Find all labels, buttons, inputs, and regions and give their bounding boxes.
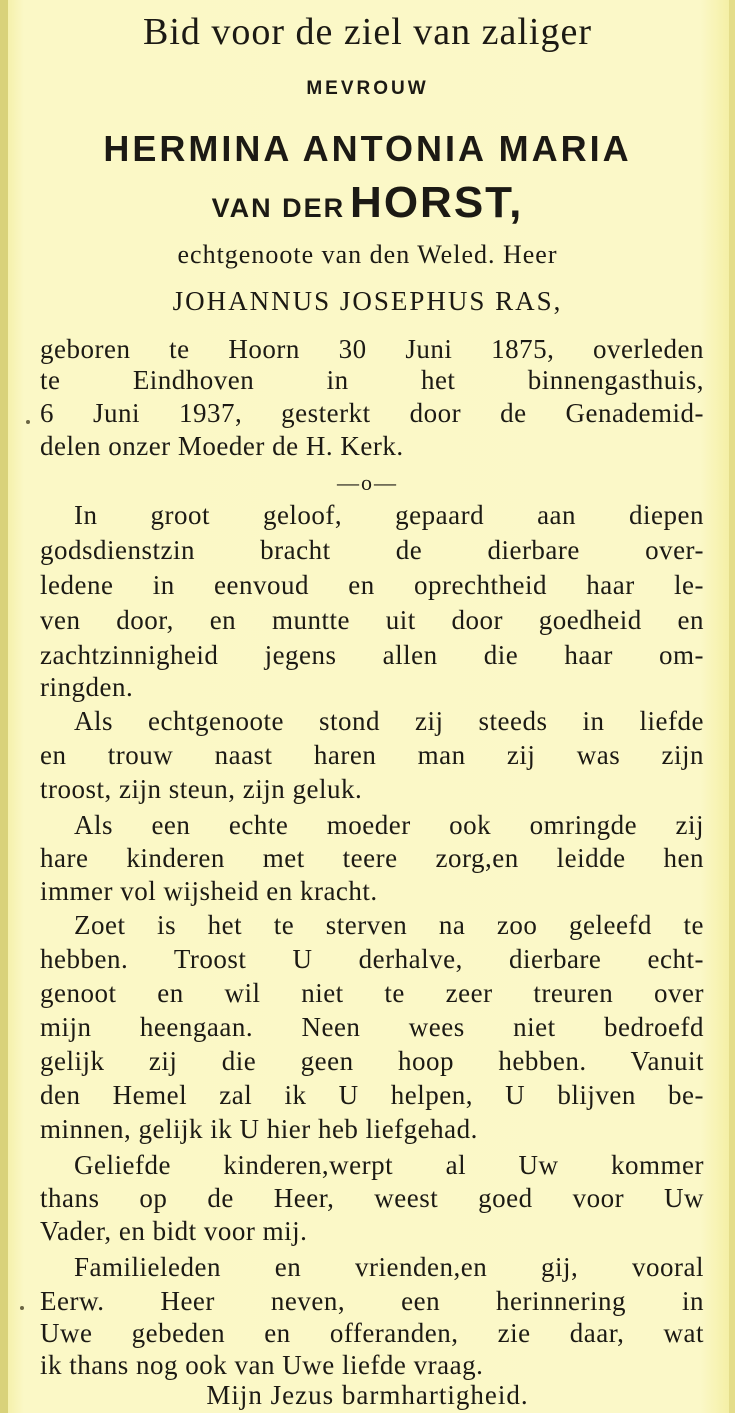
prayer-heading: Bid voor de ziel van zaliger [142,11,592,53]
deceased-name-line-2 [0,178,735,228]
paragraph-line: troost, zijn steun, zijn geluk. [40,774,363,804]
bio-line: delen onzer Moeder de H. Kerk. [40,431,404,461]
bio-line: geboren te Hoorn 30 Juni 1875, overleden [40,334,704,364]
paragraph-line: hebben. Troost U derhalve, dierbare echt- [40,944,704,974]
spouse-name: JOHANNUS JOSEPHUS RAS, [172,286,563,316]
bio-line: te Eindhoven in het binnengasthuis, [40,365,704,395]
paragraph-line: Uwe gebeden en offeranden, zie daar, wat [40,1318,704,1348]
surname-punctuation: , [509,178,524,227]
paragraph-line: minnen, gelijk ik U hier heb liefgehad. [40,1114,478,1144]
paragraph-line: ringden. [40,672,134,702]
paragraph-line: Familieleden en vrienden,en gij, vooral [74,1252,704,1282]
paragraph-line: In groot geloof, gepaard aan diepen [74,500,704,530]
paragraph-line: Als echtgenoote stond zij steeds in liefde [74,706,704,736]
surname: HORST [350,178,510,227]
paragraph-line: Zoet is het te sterven na zoo geleefd te [74,910,704,940]
paragraph-line: den Hemel zal ik U helpen, U blijven be- [40,1080,704,1110]
paragraph-line: Als een echte moeder ook omringde zij [74,810,704,840]
surname-prefix: VAN DER [211,193,346,223]
paragraph-line: Eerw. Heer neven, een herinnering in [40,1286,704,1316]
paragraph-line: Geliefde kinderen,werpt al Uw kommer [74,1150,704,1180]
paragraph-line: en trouw naast haren man zij was zijn [40,740,704,770]
title-prefix: MEVROUW [306,78,429,99]
paragraph-line: ik thans nog ook van Uwe liefde vraag. [40,1350,484,1380]
print-speck [26,420,30,424]
paragraph-line: zachtzinnigheid jegens allen die haar om- [40,640,704,670]
print-speck [20,1306,24,1310]
closing-invocation: Mijn Jezus barmhartigheid. [206,1380,529,1410]
paragraph-line: mijn heengaan. Neen wees niet bedroefd [40,1012,704,1042]
paragraph-line: godsdienstzin bracht de dierbare over- [40,535,704,565]
paragraph-line: Vader, en bidt voor mij. [40,1216,308,1246]
paragraph-line: immer vol wijsheid en kracht. [40,876,378,906]
deceased-name-line-1: HERMINA ANTONIA MARIA [103,128,632,169]
paragraph-line: ledene in eenvoud en oprechtheid haar le- [40,570,704,600]
paragraph-line: gelijk zij die geen hoop hebben. Vanuit [40,1046,704,1076]
paragraph-line: genoot en wil niet te zeer treuren over [40,978,704,1008]
spouse-intro: echtgenoote van den Weled. Heer [177,240,558,269]
paragraph-line: ven door, en muntte uit door goedheid en [40,605,704,635]
paragraph-line: thans op de Heer, weest goed voor Uw [40,1183,704,1213]
paragraph-line: hare kinderen met teere zorg,en leidde hen [40,843,704,873]
separator: —o— [337,470,398,495]
bio-line: 6 Juni 1937, gesterkt door de Genademid- [40,398,704,428]
